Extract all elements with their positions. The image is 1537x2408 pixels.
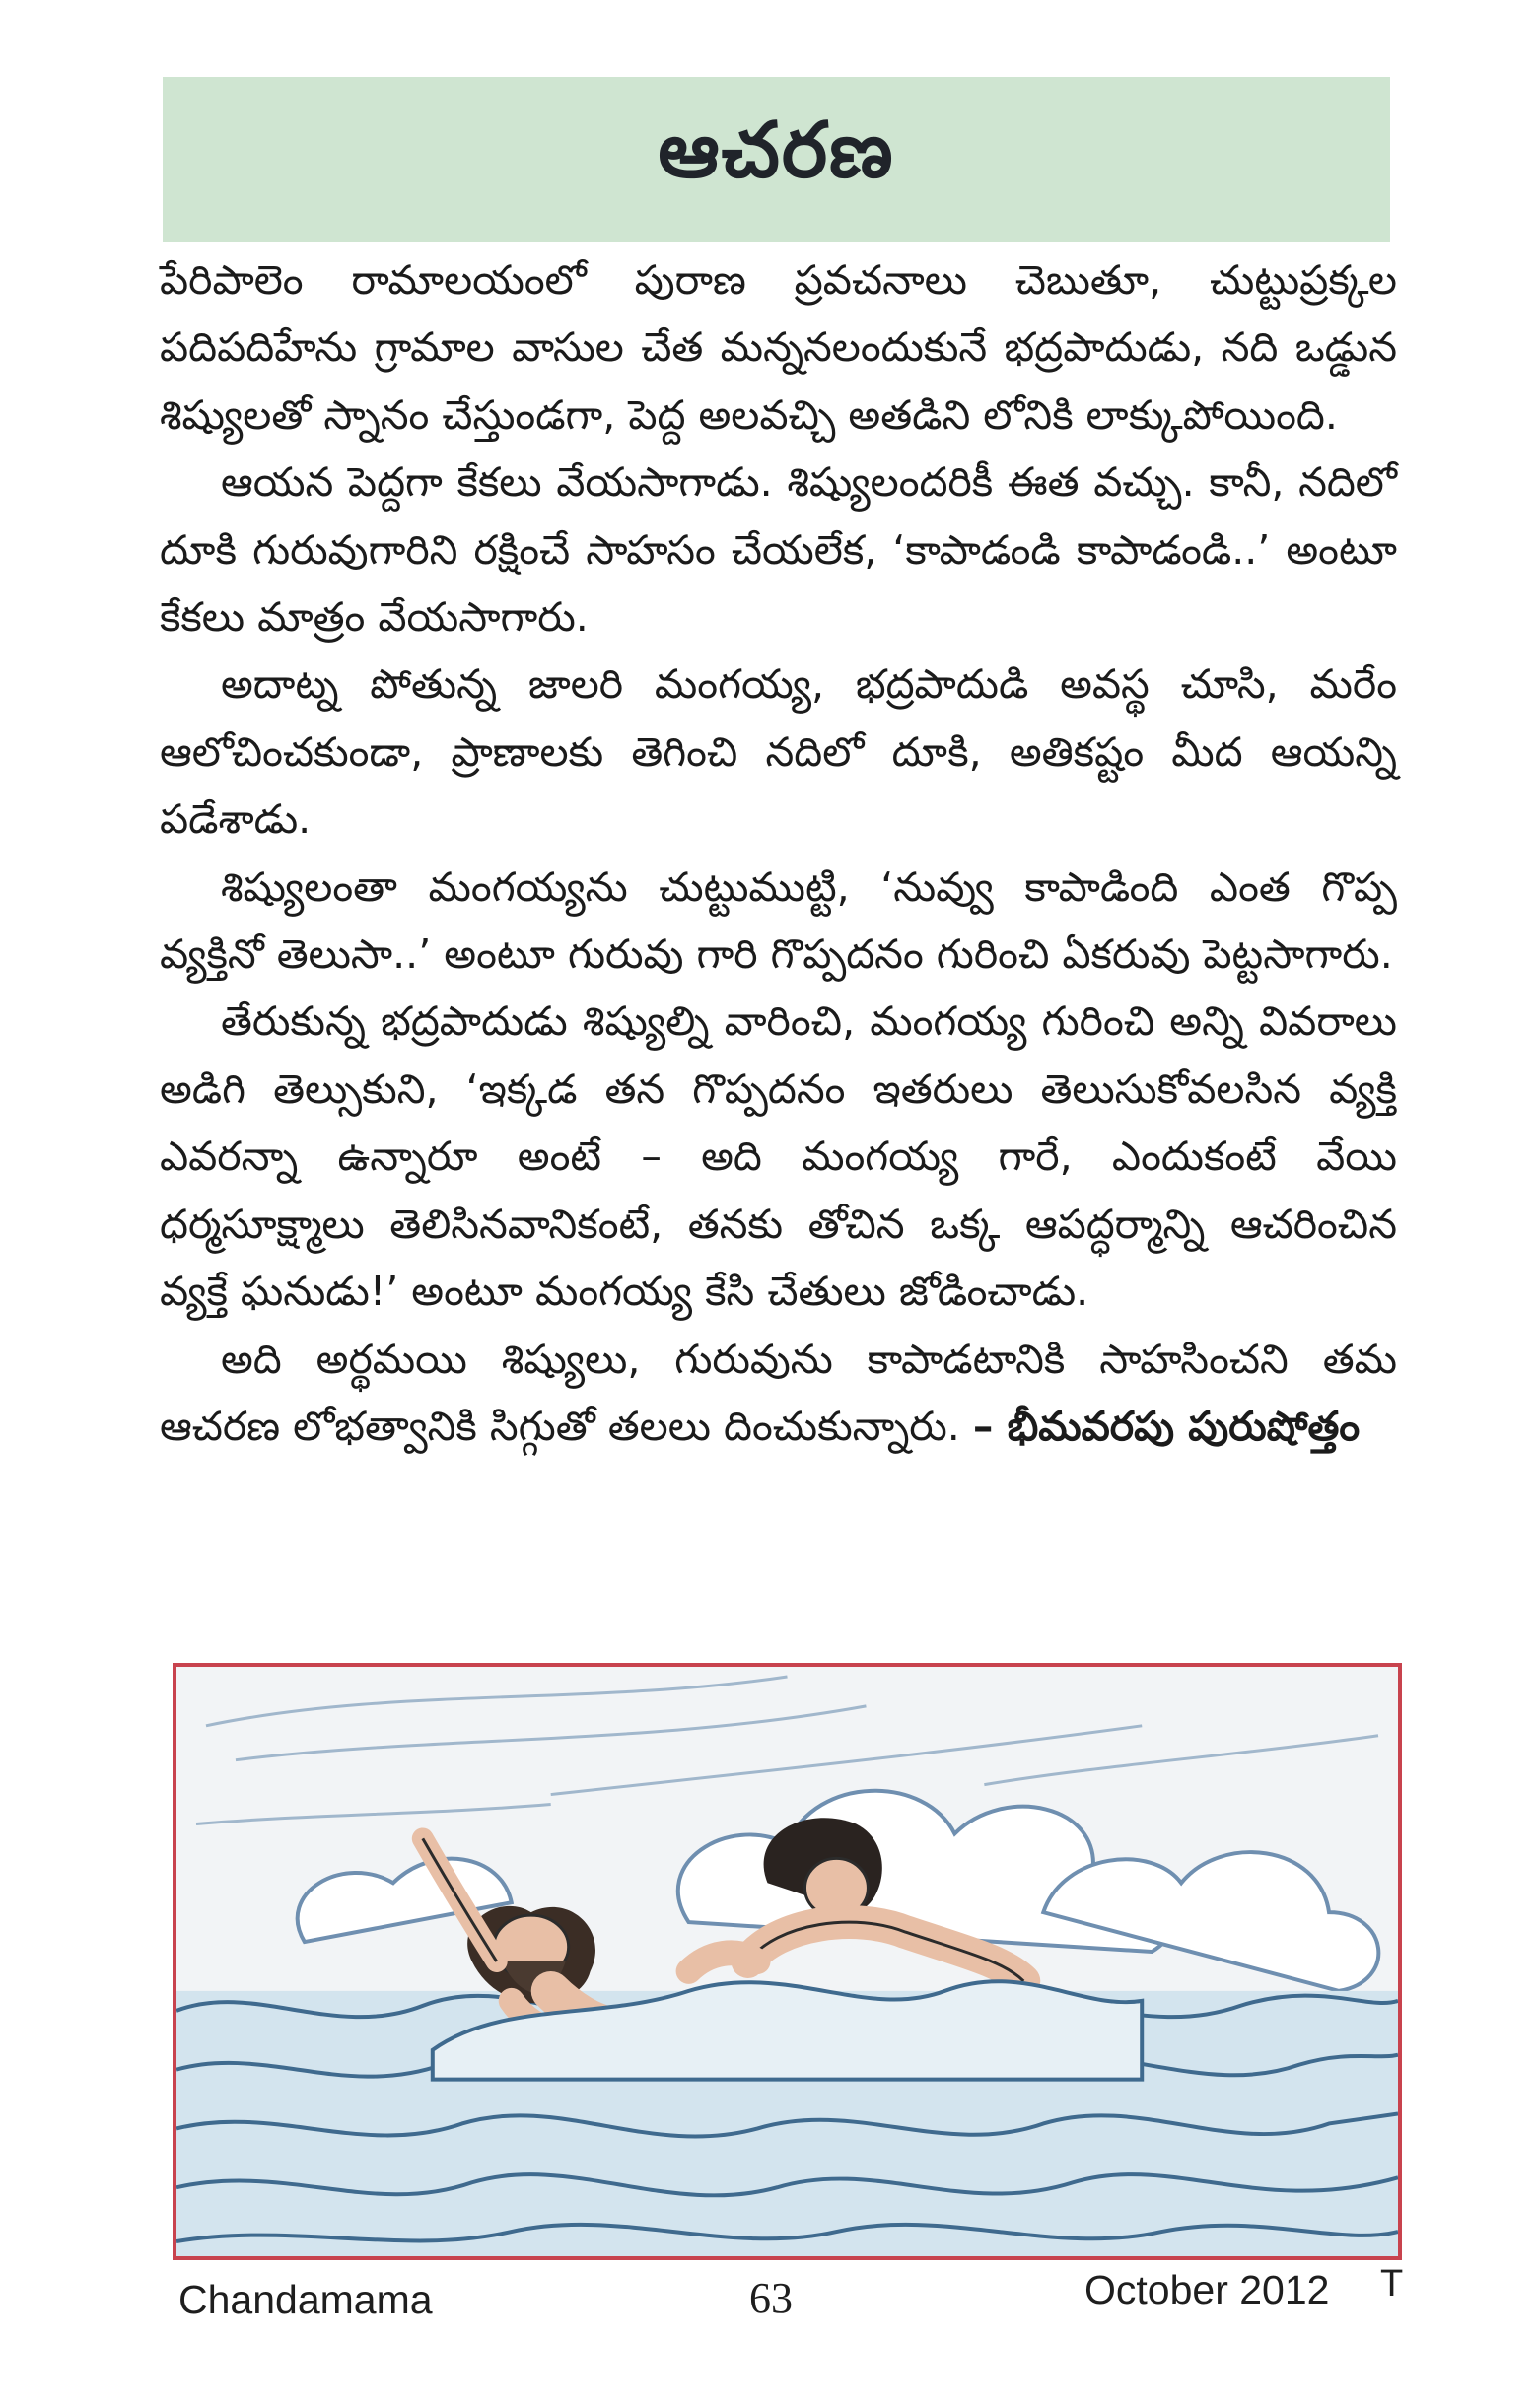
paragraph-1: పేరిపాలెం రామాలయంలో పురాణ ప్రవచనాలు చెబుతూ, చుట్టుప్రక్కల పదిపదిహేను గ్రామాల వాసుల చేత మన్ననలందుకునే భద్రపాదుడు, నది ఒడ్డున శిష్యులతో స్నానం చేస్తుండగా, పెద్ద అలవచ్చి అతడిని లోనికి లాక్కుపోయింది. bbox=[160, 256, 1397, 439]
story-title: ఆచరణ bbox=[658, 105, 895, 195]
paragraph-6 bbox=[160, 1326, 1397, 1461]
paragraph-3: అదాట్న పోతున్న జాలరి మంగయ్య, భద్రపాదుడి అవస్థ చూసి, మరేం ఆలోచించకుండా, ప్రాణాలకు తెగించి నదిలో దూకి, అతికష్టం మీద ఆయన్ని పడేశాడు. bbox=[160, 660, 1397, 844]
paragraph-4: శిష్యులంతా మంగయ్యను చుట్టుముట్టి, ‘నువ్వు కాపాడింది ఎంత గొప్ప వ్యక్తినో తెలుసా..’ అంటూ గురువు గారి గొప్పదనం గురించి ఏకరువు పెట్టసాగారు. bbox=[160, 862, 1397, 979]
page-number: 63 bbox=[749, 2274, 793, 2322]
paragraph-5: తేరుకున్న భద్రపాదుడు శిష్యుల్ని వారించి, మంగయ్య గురించి అన్ని వివరాలు అడిగి తెల్సుకుని, ‘ఇక్కడ తన గొప్పదనం ఇతరులు తెలుసుకోవలసిన వ్యక్తి ఎవరన్నా ఉన్నారూ అంటే – అది మంగయ్య గారే, ఎందుకంటే వేయి ధర్మసూక్ష్మాలు తెలిసినవానికంటే, తనకు తోచిన ఒక్క ఆపద్ధర్మాన్ని ఆచరించిన వ్యక్తే ఘనుడు!’ అంటూ మంగయ్య కేసి చేతులు జోడించాడు. bbox=[160, 998, 1397, 1316]
edition-mark: T bbox=[1380, 2263, 1404, 2305]
paragraph-2: ఆయన పెద్దగా కేకలు వేయసాగాడు. శిష్యులందరికీ ఈత వచ్చు. కానీ, నదిలో దూకి గురువుగారిని రక్షించే సాహసం చేయలేక, ‘కాపాడండి కాపాడండి..’ అంటూ కేకలు మాత్రం వేయసాగారు. bbox=[160, 458, 1397, 642]
paragraph-6-text: అది అర్థమయి శిష్యులు, గురువును కాపాడటానికి సాహసించని తమ ఆచరణ లోభత్వానికి సిగ్గుతో తలలు దించుకున్నారు. bbox=[160, 1335, 1397, 1450]
title-band bbox=[163, 77, 1390, 242]
illustration-drawing bbox=[176, 1667, 1398, 2256]
magazine-name: Chandamama bbox=[178, 2277, 433, 2322]
author-byline: – భీమవరపు పురుషోత్తం bbox=[972, 1402, 1361, 1450]
river-rescue-illustration bbox=[173, 1663, 1402, 2260]
story-body bbox=[160, 246, 1397, 1460]
issue-date: October 2012 bbox=[1084, 2267, 1330, 2312]
